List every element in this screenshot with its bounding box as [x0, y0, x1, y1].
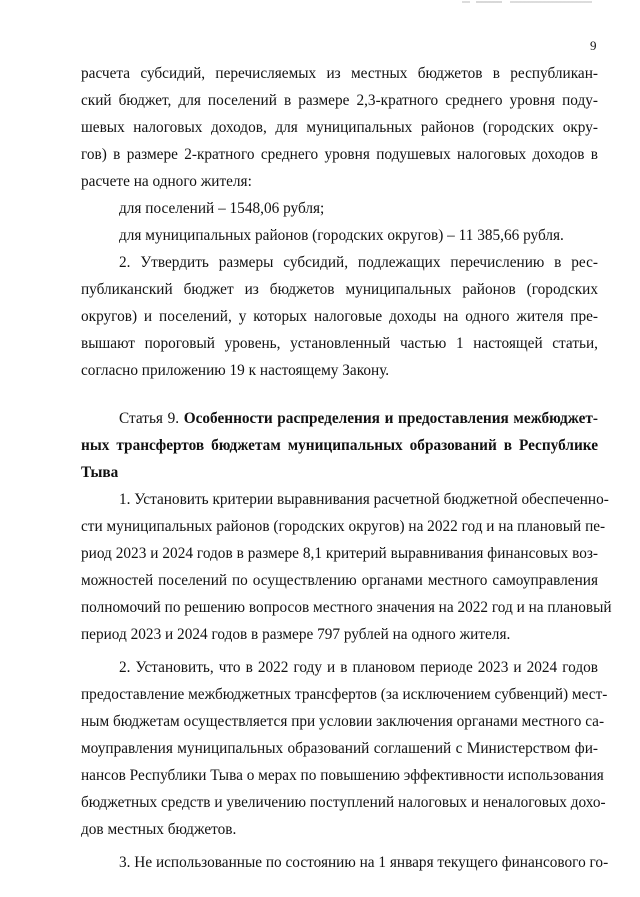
- line-text: 2. Утвердить размеры субсидий, подлежащих перечислению в рес-: [119, 254, 598, 271]
- line-text: расчета субсидий, перечисляемых из местных бюджетов в республикан-: [81, 65, 598, 82]
- line-text: для муниципальных районов (городских округов) – 11 385,66 рубля.: [119, 227, 564, 244]
- line-text: ский бюджет, для поселений в размере 2,3-кратного среднего уровня поду-: [81, 92, 598, 109]
- text-line: [81, 654, 598, 681]
- line-text: согласно приложению 19 к настоящему Закону.: [81, 362, 390, 379]
- text-line: [81, 357, 598, 384]
- heading-text: ных трансфертов бюджетам муниципальных образований в Республике: [81, 437, 598, 454]
- line-text: риод 2023 и 2024 годов в размере 8,1 критерий выравнивания финансовых воз-: [81, 545, 598, 562]
- line-text: период 2023 и 2024 годов в размере 797 рублей на одного жителя.: [81, 626, 511, 643]
- line-text: для поселений – 1548,06 рубля;: [119, 200, 325, 217]
- page-number: 9: [590, 38, 597, 53]
- text-line: [81, 87, 598, 114]
- text-line: [81, 681, 608, 708]
- line-text: моуправления муниципальных образований соглашений с Министерством фи-: [81, 740, 598, 757]
- line-text: ным бюджетам осуществляется при условии заключения органами местного са-: [81, 713, 605, 730]
- text-line: [81, 141, 598, 168]
- line-text: нансов Республики Тыва о мерах по повышению эффективности использования: [81, 767, 604, 784]
- text-line: [81, 114, 598, 141]
- text-line: [81, 621, 598, 648]
- line-text: вышают пороговый уровень, установленный частью 1 настоящей статьи,: [81, 335, 598, 352]
- line-text: 1. Установить критерии выравнивания расчетной бюджетной обеспеченно-: [119, 491, 609, 508]
- heading-text: Тыва: [81, 464, 119, 481]
- article-heading-line: [81, 405, 598, 432]
- text-line: [81, 567, 598, 594]
- text-line: [81, 249, 598, 276]
- text-line: [81, 594, 612, 621]
- text-line: [81, 303, 598, 330]
- text-line: [81, 276, 598, 303]
- text-line: [81, 222, 598, 249]
- text-line: [81, 849, 609, 876]
- text-line: [81, 432, 598, 459]
- line-text: дов местных бюджетов.: [81, 821, 237, 838]
- line-text: полномочий по решению вопросов местного значения на 2022 год и на плановый: [81, 599, 612, 616]
- line-text: сти муниципальных районов (городских округов) на 2022 год и на плановый пе-: [81, 518, 606, 535]
- line-text: предоставление межбюджетных трансфертов (за исключением субвенций) мест-: [81, 686, 608, 703]
- line-text: шевых налоговых доходов, для муниципальных районов (городских окру-: [81, 119, 598, 136]
- text-line: [81, 459, 598, 486]
- text-line: [81, 195, 598, 222]
- text-line: [81, 789, 606, 816]
- heading-text: Особенности распределения и предоставления межбюджет-: [183, 410, 598, 427]
- text-line: [81, 816, 598, 843]
- text-line: [81, 762, 604, 789]
- article-label: Статья 9.: [119, 410, 184, 427]
- text-line: [81, 735, 598, 762]
- line-text: округов) и поселений, у которых налоговые доходы на одного жителя пре-: [81, 308, 598, 325]
- scan-artifact: [462, 1, 592, 3]
- line-text: публиканский бюджет из бюджетов муниципальных районов (городских: [81, 281, 598, 298]
- line-text: бюджетных средств и увеличению поступлений налоговых и неналоговых дохо-: [81, 794, 606, 811]
- text-line: [81, 708, 605, 735]
- text-line: [81, 513, 606, 540]
- text-line: [81, 486, 609, 513]
- line-text: гов) в размере 2-кратного среднего уровня подушевых налоговых доходов в: [81, 146, 598, 163]
- line-text: расчете на одного жителя:: [81, 173, 252, 190]
- text-line: [81, 540, 598, 567]
- line-text: 3. Не использованные по состоянию на 1 января текущего финансового го-: [119, 854, 609, 871]
- text-line: [81, 168, 598, 195]
- body-text: [81, 60, 612, 876]
- line-text: 2. Установить, что в 2022 году и в плановом периоде 2023 и 2024 годов: [119, 659, 598, 676]
- text-line: [81, 60, 598, 87]
- line-text: можностей поселений по осуществлению органами местного самоуправления: [81, 572, 598, 589]
- text-line: [81, 330, 598, 357]
